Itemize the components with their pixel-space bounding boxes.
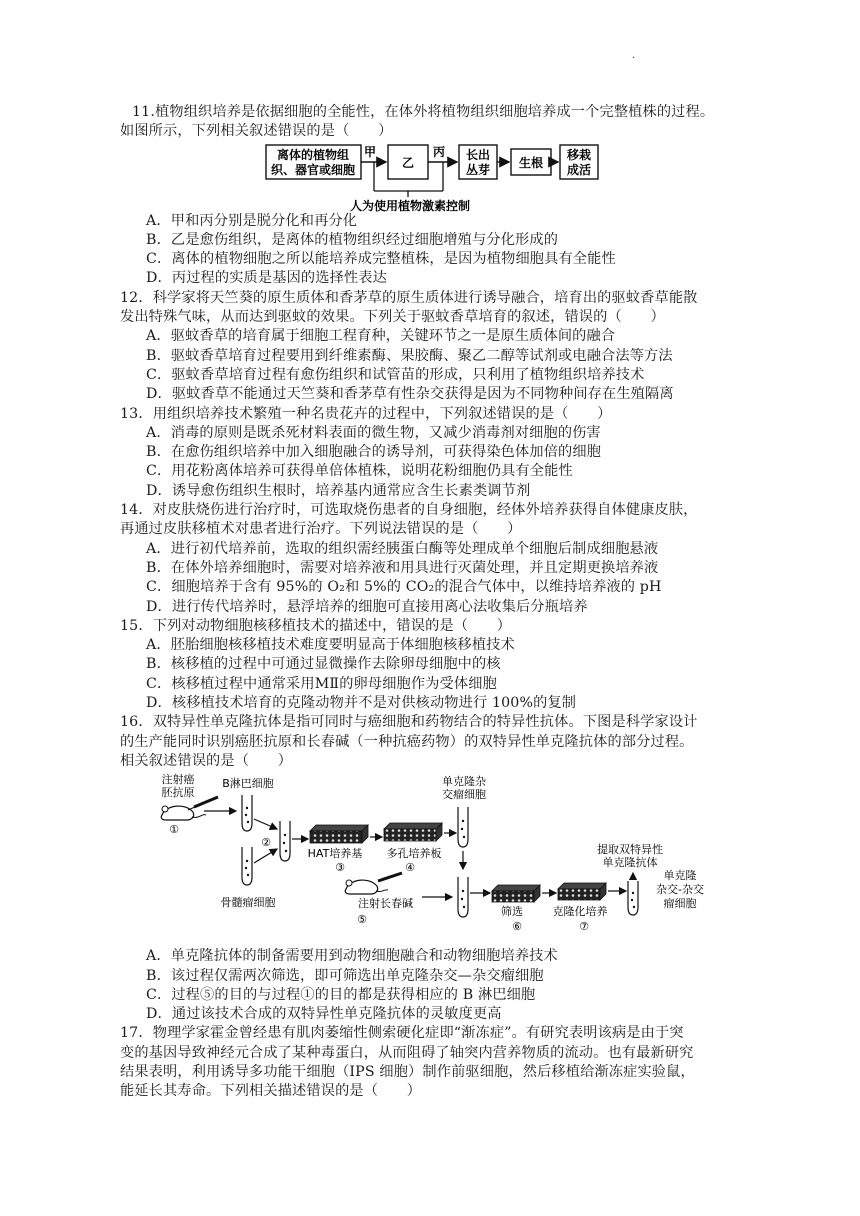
question-16 [120,713,742,1024]
option-c: C．核移植过程中通常采用MⅡ的卵母细胞作为受体细胞 [146,675,497,692]
myeloma-tube-icon [242,847,252,885]
question-14 [120,501,742,617]
question-stem-line: 的生产能同时识别癌胚抗原和长春碱（一种抗癌药物）的双特异性单克隆抗体的部分过程。 [120,733,694,750]
inject-vinblastine-label: 注射长春碱 [358,897,413,911]
option-c: C．用花粉离体培养可获得单倍体植株，说明花粉细胞仍具有全能性 [146,463,573,480]
inject-antigen-label: 胚抗原 [161,786,195,800]
screening-label: 筛选 [501,905,523,919]
callus-label: 乙 [401,155,415,170]
option-d: D．通过该技术合成的双特异性单克隆抗体的灵敏度更高 [146,1006,502,1023]
monoclonal-antibody-diagram [132,773,742,945]
step-3-number: ③ [335,861,345,875]
multiwell-plate-icon [384,823,442,841]
option-d: D．诱导愈伤组织生根时，培养基内通常应含生长素类调节剂 [146,482,531,499]
b-cell-label: B淋巴细胞 [222,777,274,791]
option-d: D．核移植技术培育的克隆动物并不是对供核动物进行 100%的复制 [146,695,577,712]
process-jia-label: 甲 [363,144,377,159]
tissue-culture-diagram [132,144,742,212]
inject-antigen-label: 注射癌 [161,773,195,787]
step-6-number: ⑥ [512,920,522,934]
question-list [120,103,742,1102]
explant-label: 织、器官或细胞 [270,162,356,177]
step-2-number: ② [261,836,271,850]
myeloma-label: 骨髓瘤细胞 [220,896,276,910]
shoots-label: 长出 [465,147,491,162]
extract-antibody-label: 单克隆抗体 [602,856,658,870]
final-cell-label: 单克隆 [663,869,697,883]
question-stem-line: 17．物理学家霍金曾经患有肌肉萎缩性侧索硬化症即“渐冻症”。有研究表明该病是由于突 [120,1025,684,1042]
process-bing-label: 丙 [432,144,446,159]
fusion-tube-icon [280,821,290,861]
cloning-plate-icon [558,883,606,900]
step-1-number: ① [169,823,179,837]
question-stem-line: 16．双特异性单克隆抗体是指可同时与癌细胞和药物结合的特异性抗体。下图是科学家设计 [120,714,698,731]
step-4-number: ④ [405,861,415,875]
option-b: B．驱蚊香草培育过程要用到纤维素酶、果胶酶、聚乙二醇等试剂或电融合法等方法 [146,347,673,364]
b-cell-tube-icon [242,795,252,831]
question-stem-line: 再通过皮肤移植术对患者进行治疗。下列说法错误的是（ ） [120,521,522,538]
question-stem-line: 相关叙述错误的是（ ） [120,752,293,769]
option-a: A．单克隆抗体的制备需要用到动物细胞融合和动物细胞培养技术 [146,948,558,965]
hybrid-hybridoma-tube-icon [458,877,468,917]
option-d: D．进行传代培养时，悬浮培养的细胞可直接用离心法收集后分瓶培养 [146,598,588,615]
question-stem-line: 如图所示，下列相关叙述错误的是（ ） [120,123,393,140]
question-17 [120,1024,742,1101]
option-c: C．细胞培养于含有 95%的 O₂和 5%的 CO₂的混合气体中，以维持培养液的 pH [146,579,662,596]
mouse-icon [161,806,206,820]
extract-antibody-label: 提取双特异性 [597,843,663,857]
hybridoma-label: 交瘤细胞 [442,788,486,802]
question-stem-line: 变的基因导致神经元合成了某种毒蛋白，从而阻碍了轴突内营养物质的流动。也有最新研究 [120,1044,694,1061]
option-d: D．丙过程的实质是基因的选择性表达 [146,270,387,287]
transplant-label: 成活 [566,162,592,177]
hat-medium-label: HAT培养基 [307,847,363,861]
transplant-label: 移栽 [566,147,592,162]
question-13 [120,405,742,501]
syringe-icon [378,873,402,881]
question-stem-line: 13．用组织培养技术繁殖一种名贵花卉的过程中，下列叙述错误的是（ ） [120,405,612,422]
option-c: C．离体的植物细胞之所以能培养成完整植株，是因为植物细胞具有全能性 [146,251,616,268]
question-stem-line: 结果表明，利用诱导多功能干细胞（IPS 细胞）制作前驱细胞，然后移植给渐冻症实验鼠， [120,1063,695,1080]
final-cell-label: 瘤细胞 [663,897,697,911]
final-cell-label: 杂交-杂交 [656,883,704,897]
step-5-number: ⑤ [357,913,367,927]
option-c: C．过程⑤的目的与过程①的目的都是获得相应的 B 淋巴细胞 [146,986,536,1003]
screening-plate-icon [492,885,540,902]
option-b: B．该过程仅需两次筛选，即可筛选出单克隆杂交—杂交瘤细胞 [146,967,544,984]
option-b: B．在体外培养细胞时，需要对培养液和用具进行灭菌处理，并且定期更换培养液 [146,559,659,576]
option-b: B．乙是愈伤组织，是离体的植物组织经过细胞增殖与分化形成的 [146,231,559,248]
hybridoma-tube-icon [458,807,468,847]
option-a: A．驱蚊香草的培育属于细胞工程育种，关键环节之一是原生质体间的融合 [146,328,616,345]
final-cell-tube-icon [628,881,638,915]
option-a: A．甲和丙分别是脱分化和再分化 [146,212,358,229]
question-stem-line: 12．科学家将天竺葵的原生质体和香茅草的原生质体进行诱导融合，培育出的驱蚊香草能散 [120,289,698,306]
rooting-label: 生根 [518,155,544,170]
option-a: A．消毒的原则是既杀死材料表面的微生物，又减少消毒剂对细胞的伤害 [146,424,601,441]
shoots-label: 丛芽 [465,162,491,177]
hat-plate-icon [310,825,368,843]
question-stem-line: 14．对皮肤烧伤进行治疗时，可选取烧伤患者的自身细胞，经体外培养获得自体健康皮肤， [120,502,698,519]
question-stem-line: 能延长其寿命。下列相关描述错误的是（ ） [120,1083,422,1100]
question-stem-line: 发出特殊气味，从而达到驱蚊的效果。下列关于驱蚊香草培育的叙述，错误的（ ） [120,309,665,326]
hybridoma-label: 单克隆杂 [442,775,486,789]
question-12 [120,289,742,405]
header-mark: . [632,50,636,61]
mouse-icon [345,880,388,894]
option-b: B．在愈伤组织培养中加入细胞融合的诱导剂，可获得染色体加倍的细胞 [146,444,602,461]
multiwell-label: 多孔培养板 [386,847,442,861]
question-stem-line: 15．下列对动物细胞核移植技术的描述中，错误的是（ ） [120,617,512,634]
explant-label: 离体的植物组 [276,147,350,162]
question-stem-line: 11.植物组织培养是依据细胞的全能性，在体外将植物组织细胞培养成一个完整植株的过程。 [132,104,715,120]
question-11 [120,103,742,289]
option-c: C．驱蚊香草培育过程有愈伤组织和试管苗的形成，只利用了植物组织培养技术 [146,366,645,383]
option-b: B．核移植的过程中可通过显微操作去除卵母细胞中的核 [146,656,501,673]
hormone-control-caption: 人为使用植物激素控制 [349,198,471,212]
option-d: D．驱蚊香草不能通过天竺葵和香茅草有性杂交获得是因为不同物种间存在生殖隔离 [146,386,674,403]
step-7-number: ⑦ [579,920,589,934]
option-a: A．进行初代培养前，选取的组织需经胰蛋白酶等处理成单个细胞后制成细胞悬液 [146,540,659,557]
option-a: A．胚胎细胞核移植技术难度要明显高于体细胞核移植技术 [146,637,515,654]
cloning-label: 克隆化培养 [552,905,608,919]
question-15 [120,617,742,713]
